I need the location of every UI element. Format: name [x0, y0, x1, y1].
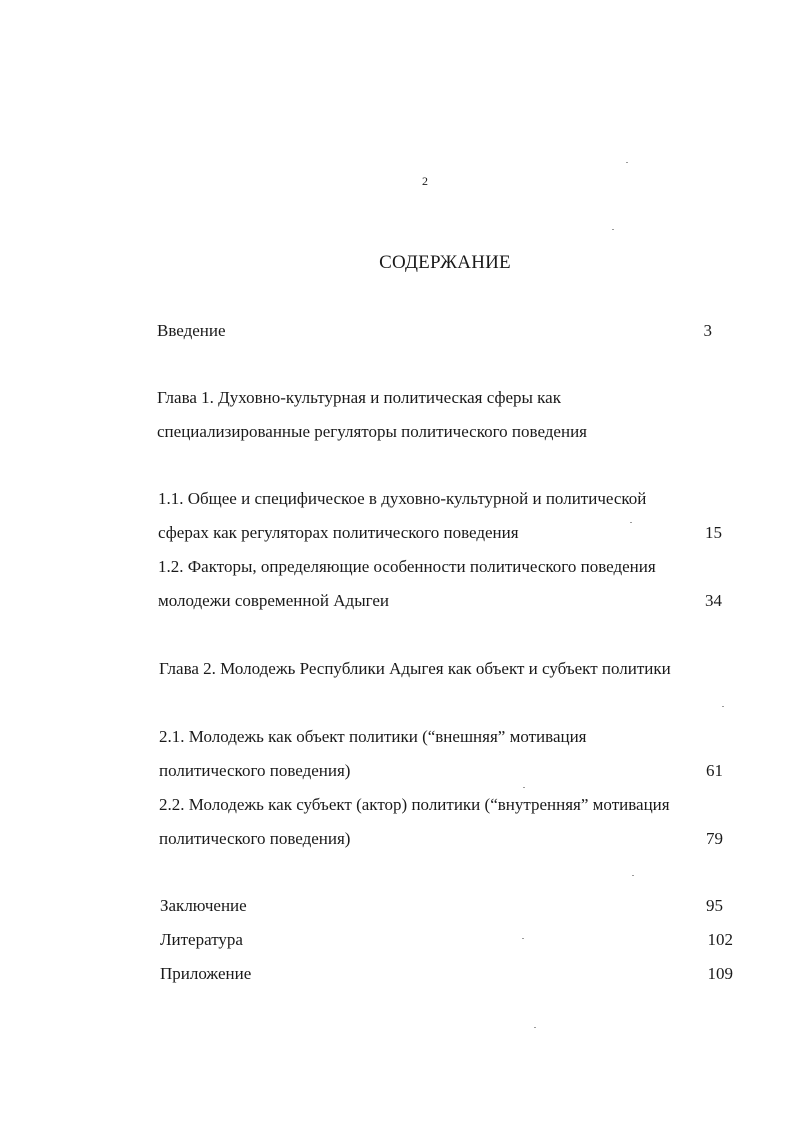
toc-section-2-1-line2: политического поведения) — [159, 761, 351, 780]
toc-section-1-1-line2: сферах как регуляторах политического поведения — [158, 523, 519, 542]
toc-section-1-2-line2: молодежи современной Адыгеи — [158, 591, 390, 610]
toc-title: СОДЕРЖАНИЕ — [379, 252, 511, 273]
toc-entry-literature-page: 102 — [707, 930, 733, 949]
toc-entry-intro-page: 3 — [703, 321, 712, 340]
toc-entry-intro-label: Введение — [157, 321, 226, 340]
toc-section-2-1-line1: 2.1. Молодежь как объект политики (“внешняя” мотивация — [159, 727, 587, 746]
toc-section-2-2-line2: политического поведения) — [159, 829, 351, 848]
scan-speck — [612, 229, 614, 230]
scan-speck — [523, 787, 525, 788]
toc-chapter2-line1: Глава 2. Молодежь Республики Адыгея как объект и субъект политики — [159, 659, 671, 678]
toc-section-2-1-page: 61 — [706, 761, 723, 780]
toc-chapter1-line2: специализированные регуляторы политического поведения — [157, 422, 587, 441]
toc-entry-conclusion-page: 95 — [706, 896, 723, 915]
scan-speck — [534, 1027, 536, 1028]
page-number: 2 — [422, 174, 428, 188]
toc-section-2-2-page: 79 — [706, 829, 723, 848]
toc-section-1-2-page: 34 — [705, 591, 722, 610]
toc-section-2-2-line1: 2.2. Молодежь как субъект (актор) политики (“внутренняя” мотивация — [159, 795, 670, 814]
toc-section-1-1-page: 15 — [705, 523, 722, 542]
scan-speck — [630, 522, 632, 523]
toc-entry-appendix-label: Приложение — [160, 964, 252, 983]
toc-entry-conclusion-label: Заключение — [160, 896, 247, 915]
toc-section-1-1-line1: 1.1. Общее и специфическое в духовно-культурной и политической — [158, 489, 647, 508]
toc-entry-appendix-page: 109 — [707, 964, 733, 983]
scan-speck — [722, 706, 724, 707]
toc-entry-literature-label: Литература — [160, 930, 243, 949]
toc-section-1-2-line1: 1.2. Факторы, определяющие особенности политического поведения — [158, 557, 656, 576]
toc-chapter1-line1: Глава 1. Духовно-культурная и политическая сферы как — [157, 388, 561, 407]
scan-speck — [632, 875, 634, 876]
scan-speck — [522, 938, 524, 939]
scan-speck — [626, 162, 628, 163]
